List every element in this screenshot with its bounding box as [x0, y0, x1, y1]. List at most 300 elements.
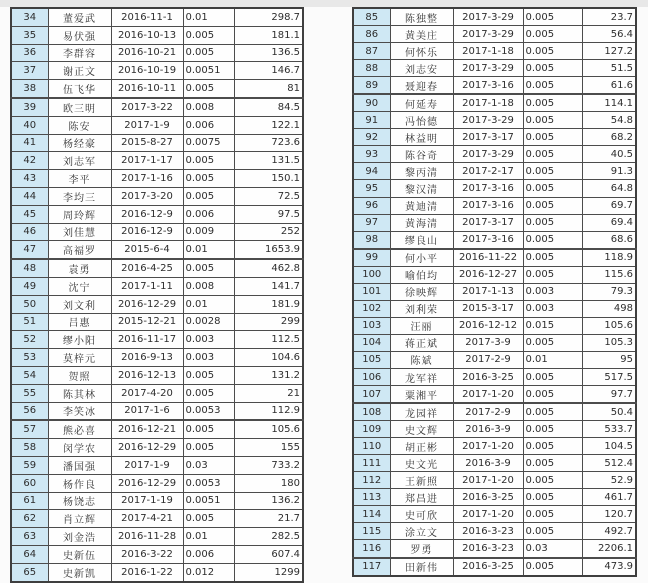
cell-amount: 136.5 [234, 44, 303, 62]
cell-id: 100 [353, 266, 390, 283]
cell-id: 64 [11, 545, 48, 563]
cell-name: 刘志安 [390, 60, 453, 77]
cell-rate: 0.005 [523, 214, 582, 231]
cell-name: 熊必喜 [48, 420, 111, 438]
cell-name: 杨作良 [48, 474, 111, 492]
cell-date: 2017-3-29 [453, 8, 523, 26]
cell-id: 49 [11, 277, 48, 295]
cell-date: 2016-11-17 [111, 331, 183, 349]
cell-rate: 0.008 [183, 98, 234, 116]
cell-rate: 0.009 [183, 223, 234, 241]
cell-name: 黄迪清 [390, 197, 453, 214]
cell-date: 2016-9-13 [111, 349, 183, 367]
cell-amount: 282.5 [234, 528, 303, 546]
cell-rate: 0.003 [523, 300, 582, 317]
cell-date: 2017-1-20 [453, 472, 523, 489]
cell-rate: 0.005 [523, 506, 582, 523]
table-row [353, 249, 636, 267]
cell-date: 2017-1-9 [111, 456, 183, 474]
cell-id: 101 [353, 283, 390, 300]
cell-name: 陈独整 [390, 8, 453, 26]
cell-amount: 52.9 [582, 472, 636, 489]
cell-date: 2016-3-9 [453, 421, 523, 438]
cell-name: 喻伯均 [390, 266, 453, 283]
cell-id: 44 [11, 187, 48, 205]
cell-rate: 0.005 [523, 438, 582, 455]
cell-rate: 0.005 [183, 510, 234, 528]
cell-date: 2016-3-9 [453, 455, 523, 472]
cell-name: 田新伟 [390, 558, 453, 576]
cell-rate: 0.005 [523, 26, 582, 43]
table-row [353, 540, 636, 558]
cell-rate: 0.005 [523, 94, 582, 112]
cell-date: 2017-1-20 [453, 438, 523, 455]
table-row [11, 349, 303, 367]
cell-amount: 115.6 [582, 266, 636, 283]
cell-rate: 0.008 [183, 277, 234, 295]
cell-name: 袁勇 [48, 259, 111, 277]
cell-name: 刘金浩 [48, 528, 111, 546]
cell-rate: 0.012 [183, 563, 234, 581]
cell-date: 2017-3-29 [453, 60, 523, 77]
cell-rate: 0.03 [183, 456, 234, 474]
cell-amount: 61.6 [582, 77, 636, 95]
cell-amount: 114.1 [582, 94, 636, 112]
cell-id: 93 [353, 146, 390, 163]
cell-date: 2016-11-1 [111, 8, 183, 26]
cell-id: 40 [11, 116, 48, 134]
cell-name: 史文辉 [390, 421, 453, 438]
cell-name: 陈其林 [48, 384, 111, 402]
cell-rate: 0.005 [183, 170, 234, 188]
cell-name: 林益明 [390, 129, 453, 146]
cell-date: 2017-3-16 [453, 77, 523, 95]
table-row [353, 421, 636, 438]
cell-rate: 0.005 [523, 455, 582, 472]
cell-id: 115 [353, 523, 390, 540]
cell-date: 2016-4-25 [111, 259, 183, 277]
cell-amount: 180 [234, 474, 303, 492]
cell-name: 蒋正斌 [390, 334, 453, 351]
cell-id: 89 [353, 77, 390, 95]
cell-name: 何怀乐 [390, 43, 453, 60]
table-row [353, 472, 636, 489]
cell-date: 2016-11-22 [453, 249, 523, 267]
cell-id: 48 [11, 259, 48, 277]
cell-amount: 68.6 [582, 231, 636, 249]
cell-rate: 0.005 [523, 334, 582, 351]
cell-name: 莫梓元 [48, 349, 111, 367]
cell-rate: 0.0053 [183, 402, 234, 420]
cell-amount: 64.8 [582, 180, 636, 197]
cell-date: 2017-3-9 [453, 334, 523, 351]
cell-name: 聂迎春 [390, 77, 453, 95]
table-row [11, 402, 303, 420]
table-row [11, 331, 303, 349]
cell-amount: 69.4 [582, 214, 636, 231]
table-row [353, 489, 636, 506]
cell-amount: 69.7 [582, 197, 636, 214]
cell-date: 2017-2-9 [453, 403, 523, 421]
table-row [353, 403, 636, 421]
cell-name: 周玲辉 [48, 205, 111, 223]
cell-date: 2017-3-20 [111, 187, 183, 205]
cell-id: 96 [353, 197, 390, 214]
cell-id: 113 [353, 489, 390, 506]
cell-date: 2016-3-25 [453, 558, 523, 576]
cell-date: 2016-12-29 [111, 439, 183, 457]
cell-date: 2016-12-9 [111, 223, 183, 241]
cell-rate: 0.005 [523, 60, 582, 77]
cell-date: 2016-11-28 [111, 528, 183, 546]
cell-rate: 0.005 [183, 26, 234, 44]
cell-rate: 0.01 [183, 528, 234, 546]
table-row [353, 506, 636, 523]
page-top-band [0, 0, 648, 7]
cell-amount: 533.7 [582, 421, 636, 438]
cell-name: 史可欣 [390, 506, 453, 523]
cell-rate: 0.0075 [183, 134, 234, 152]
cell-rate: 0.003 [183, 331, 234, 349]
cell-rate: 0.005 [523, 368, 582, 385]
cell-amount: 91.3 [582, 163, 636, 180]
cell-rate: 0.006 [183, 116, 234, 134]
table-row [11, 80, 303, 98]
cell-rate: 0.005 [523, 421, 582, 438]
cell-date: 2016-12-9 [111, 205, 183, 223]
cell-amount: 79.3 [582, 283, 636, 300]
cell-id: 90 [353, 94, 390, 112]
table-row [353, 94, 636, 112]
cell-id: 114 [353, 506, 390, 523]
cell-id: 102 [353, 300, 390, 317]
table-row [11, 62, 303, 80]
cell-id: 97 [353, 214, 390, 231]
cell-amount: 104.6 [234, 349, 303, 367]
cell-rate: 0.005 [523, 77, 582, 95]
table-row [353, 43, 636, 60]
cell-rate: 0.005 [523, 163, 582, 180]
cell-amount: 498 [582, 300, 636, 317]
cell-rate: 0.005 [183, 420, 234, 438]
table-row [11, 8, 303, 26]
cell-name: 史新凯 [48, 563, 111, 581]
table-row [353, 197, 636, 214]
cell-amount: 492.7 [582, 523, 636, 540]
cell-date: 2017-4-21 [111, 510, 183, 528]
cell-date: 2015-6-4 [111, 241, 183, 259]
cell-id: 60 [11, 474, 48, 492]
cell-rate: 0.0028 [183, 313, 234, 331]
cell-id: 92 [353, 129, 390, 146]
cell-name: 冯怡德 [390, 112, 453, 129]
cell-rate: 0.006 [183, 545, 234, 563]
cell-id: 58 [11, 439, 48, 457]
cell-id: 35 [11, 26, 48, 44]
cell-amount: 512.4 [582, 455, 636, 472]
cell-name: 李均三 [48, 187, 111, 205]
cell-amount: 2206.1 [582, 540, 636, 558]
cell-date: 2017-3-16 [453, 197, 523, 214]
cell-name: 何延寿 [390, 94, 453, 112]
cell-rate: 0.005 [523, 558, 582, 576]
table-row [353, 558, 636, 576]
cell-rate: 0.015 [523, 317, 582, 334]
cell-amount: 50.4 [582, 403, 636, 421]
cell-name: 粟湘平 [390, 386, 453, 404]
table-row [11, 439, 303, 457]
cell-id: 34 [11, 8, 48, 26]
cell-rate: 0.005 [523, 180, 582, 197]
table-row [353, 351, 636, 368]
cell-name: 史文光 [390, 455, 453, 472]
cell-name: 刘志军 [48, 152, 111, 170]
cell-name: 李平 [48, 170, 111, 188]
cell-date: 2017-4-20 [111, 384, 183, 402]
cell-amount: 23.7 [582, 8, 636, 26]
cell-id: 55 [11, 384, 48, 402]
cell-id: 38 [11, 80, 48, 98]
cell-date: 2017-3-22 [111, 98, 183, 116]
cell-name: 李笑冰 [48, 402, 111, 420]
cell-name: 杨饶志 [48, 492, 111, 510]
cell-id: 42 [11, 152, 48, 170]
cell-name: 龙军祥 [390, 368, 453, 385]
cell-date: 2016-12-13 [111, 366, 183, 384]
cell-id: 94 [353, 163, 390, 180]
cell-id: 85 [353, 8, 390, 26]
cell-date: 2017-1-11 [111, 277, 183, 295]
cell-rate: 0.005 [183, 259, 234, 277]
cell-rate: 0.01 [183, 241, 234, 259]
cell-rate: 0.005 [523, 43, 582, 60]
cell-id: 116 [353, 540, 390, 558]
cell-date: 2017-3-17 [453, 214, 523, 231]
cell-date: 2017-2-9 [453, 351, 523, 368]
cell-date: 2016-12-29 [111, 295, 183, 313]
cell-id: 99 [353, 249, 390, 267]
cell-rate: 0.01 [183, 8, 234, 26]
cell-rate: 0.005 [523, 386, 582, 404]
cell-date: 2017-1-20 [453, 386, 523, 404]
cell-name: 李群容 [48, 44, 111, 62]
cell-amount: 150.1 [234, 170, 303, 188]
table-row [11, 44, 303, 62]
cell-amount: 105.6 [582, 317, 636, 334]
cell-amount: 1299 [234, 563, 303, 581]
cell-amount: 607.4 [234, 545, 303, 563]
table-row [11, 510, 303, 528]
cell-date: 2017-1-18 [453, 43, 523, 60]
table-row [353, 26, 636, 43]
cell-amount: 723.6 [234, 134, 303, 152]
cell-id: 63 [11, 528, 48, 546]
cell-date: 2016-3-23 [453, 523, 523, 540]
cell-id: 112 [353, 472, 390, 489]
cell-id: 88 [353, 60, 390, 77]
cell-name: 易伏强 [48, 26, 111, 44]
table-row [11, 420, 303, 438]
cell-name: 刘佳慧 [48, 223, 111, 241]
cell-id: 103 [353, 317, 390, 334]
cell-name: 杨经豪 [48, 134, 111, 152]
cell-date: 2017-3-29 [453, 146, 523, 163]
table-row [353, 455, 636, 472]
table-row [353, 317, 636, 334]
cell-id: 117 [353, 558, 390, 576]
cell-id: 54 [11, 366, 48, 384]
table-row [353, 438, 636, 455]
cell-amount: 105.3 [582, 334, 636, 351]
cell-amount: 97.7 [582, 386, 636, 404]
cell-name: 谢正文 [48, 62, 111, 80]
cell-name: 郑昌进 [390, 489, 453, 506]
cell-amount: 181.1 [234, 26, 303, 44]
cell-id: 39 [11, 98, 48, 116]
cell-amount: 1653.9 [234, 241, 303, 259]
cell-name: 吕惠 [48, 313, 111, 331]
cell-amount: 299 [234, 313, 303, 331]
cell-amount: 131.5 [234, 152, 303, 170]
cell-rate: 0.005 [523, 231, 582, 249]
table-row [353, 266, 636, 283]
cell-amount: 118.9 [582, 249, 636, 267]
cell-name: 汪丽 [390, 317, 453, 334]
cell-date: 2015-3-17 [453, 300, 523, 317]
cell-date: 2017-1-17 [111, 152, 183, 170]
cell-id: 61 [11, 492, 48, 510]
cell-amount: 298.7 [234, 8, 303, 26]
cell-id: 52 [11, 331, 48, 349]
cell-rate: 0.005 [523, 472, 582, 489]
cell-id: 43 [11, 170, 48, 188]
table-row [353, 180, 636, 197]
cell-amount: 461.7 [582, 489, 636, 506]
cell-id: 36 [11, 44, 48, 62]
cell-date: 2016-1-22 [111, 563, 183, 581]
table-row [11, 241, 303, 259]
table-row [11, 187, 303, 205]
data-table-left [10, 7, 304, 583]
cell-id: 37 [11, 62, 48, 80]
cell-id: 105 [353, 351, 390, 368]
cell-name: 何小平 [390, 249, 453, 267]
cell-date: 2017-3-16 [453, 231, 523, 249]
table-row [353, 283, 636, 300]
table-row [11, 545, 303, 563]
cell-amount: 473.9 [582, 558, 636, 576]
table-row [11, 456, 303, 474]
cell-amount: 21.7 [234, 510, 303, 528]
cell-amount: 462.8 [234, 259, 303, 277]
cell-id: 108 [353, 403, 390, 421]
cell-id: 41 [11, 134, 48, 152]
cell-amount: 95 [582, 351, 636, 368]
cell-rate: 0.005 [523, 266, 582, 283]
cell-id: 47 [11, 241, 48, 259]
cell-amount: 155 [234, 439, 303, 457]
cell-rate: 0.005 [183, 384, 234, 402]
table-row [353, 60, 636, 77]
cell-id: 98 [353, 231, 390, 249]
cell-name: 徐映辉 [390, 283, 453, 300]
table-row [353, 386, 636, 404]
cell-amount: 21 [234, 384, 303, 402]
cell-id: 57 [11, 420, 48, 438]
cell-amount: 252 [234, 223, 303, 241]
cell-date: 2017-1-13 [453, 283, 523, 300]
cell-amount: 122.1 [234, 116, 303, 134]
cell-date: 2017-2-17 [453, 163, 523, 180]
table-row [353, 163, 636, 180]
cell-name: 史新伍 [48, 545, 111, 563]
cell-name: 缪小阳 [48, 331, 111, 349]
cell-name: 黎汉清 [390, 180, 453, 197]
table-body-left [11, 8, 303, 582]
cell-id: 106 [353, 368, 390, 385]
table-row [11, 474, 303, 492]
cell-date: 2016-12-12 [453, 317, 523, 334]
cell-date: 2017-1-9 [111, 116, 183, 134]
cell-name: 闵学农 [48, 439, 111, 457]
cell-rate: 0.005 [183, 44, 234, 62]
cell-rate: 0.005 [523, 8, 582, 26]
table-row [353, 300, 636, 317]
cell-name: 黎丙清 [390, 163, 453, 180]
table-row [11, 134, 303, 152]
table-row [11, 313, 303, 331]
cell-name: 贺照 [48, 366, 111, 384]
table-row [11, 259, 303, 277]
cell-rate: 0.005 [183, 80, 234, 98]
data-table-right [352, 7, 637, 577]
cell-amount: 104.5 [582, 438, 636, 455]
cell-name: 董爱武 [48, 8, 111, 26]
cell-rate: 0.03 [523, 540, 582, 558]
cell-rate: 0.005 [183, 152, 234, 170]
table-row [11, 170, 303, 188]
table-row [11, 492, 303, 510]
cell-amount: 84.5 [234, 98, 303, 116]
cell-amount: 68.2 [582, 129, 636, 146]
cell-date: 2017-3-17 [453, 129, 523, 146]
table-row [11, 98, 303, 116]
cell-rate: 0.005 [523, 129, 582, 146]
table-row [11, 528, 303, 546]
cell-rate: 0.005 [183, 366, 234, 384]
cell-name: 黄美庄 [390, 26, 453, 43]
cell-name: 涂立文 [390, 523, 453, 540]
cell-rate: 0.006 [183, 205, 234, 223]
table-row [353, 214, 636, 231]
cell-date: 2016-3-22 [111, 545, 183, 563]
table-row [353, 334, 636, 351]
table-row [11, 116, 303, 134]
cell-rate: 0.01 [523, 351, 582, 368]
cell-amount: 517.5 [582, 368, 636, 385]
cell-date: 2016-12-27 [453, 266, 523, 283]
cell-amount: 181.9 [234, 295, 303, 313]
cell-name: 黄海清 [390, 214, 453, 231]
cell-name: 欧三明 [48, 98, 111, 116]
cell-rate: 0.0051 [183, 492, 234, 510]
cell-name: 胡正彬 [390, 438, 453, 455]
cell-date: 2016-10-19 [111, 62, 183, 80]
table-row [11, 366, 303, 384]
table-row [353, 146, 636, 163]
cell-amount: 112.9 [234, 402, 303, 420]
cell-date: 2017-1-20 [453, 506, 523, 523]
